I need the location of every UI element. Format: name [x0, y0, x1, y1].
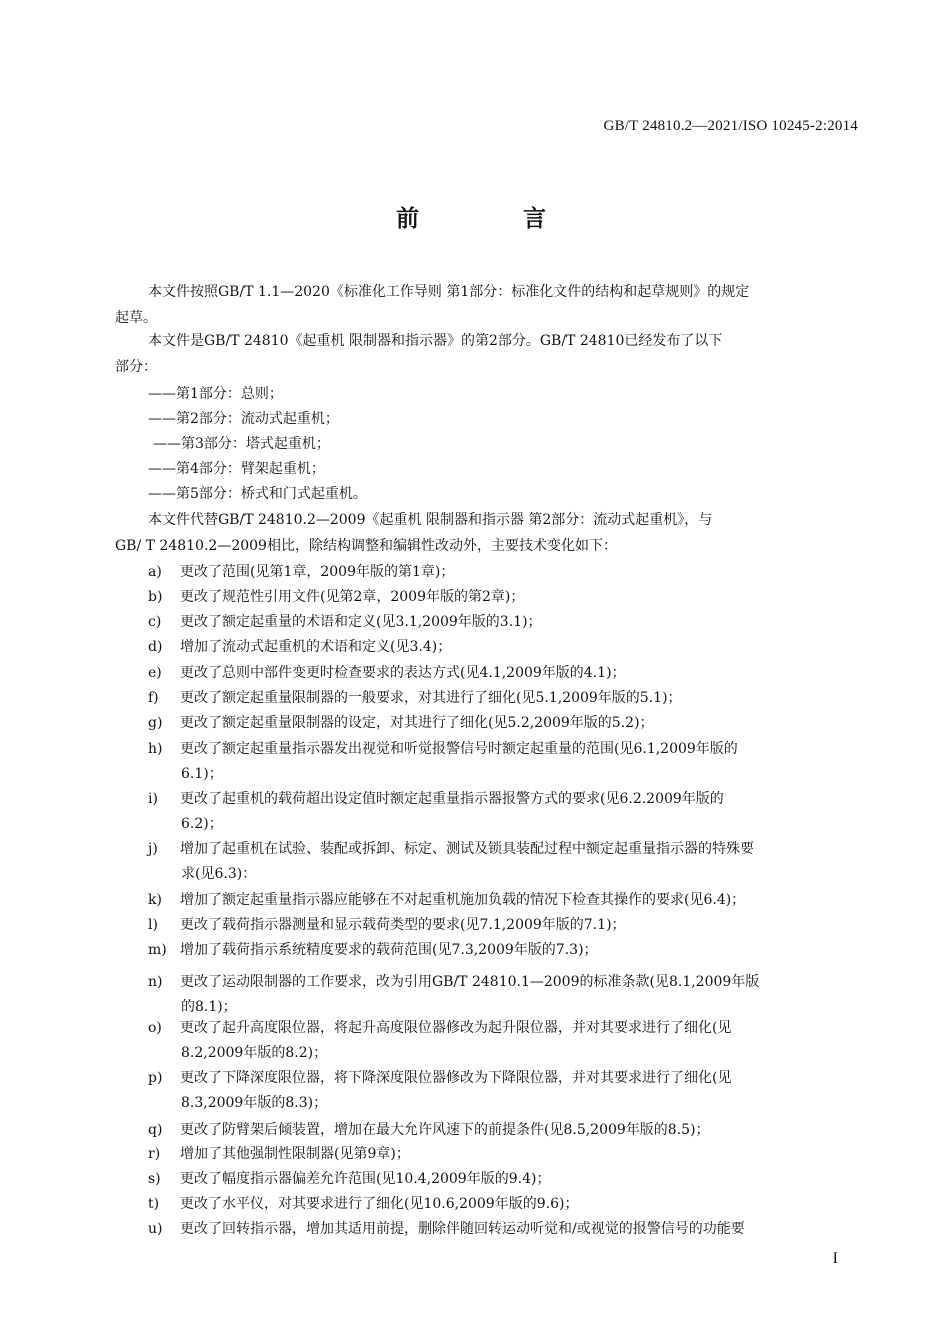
- change-item-text: 更改了规范性引用文件(见第2章，2009年版的第2章)；: [180, 589, 525, 605]
- change-item: [148, 915, 626, 935]
- change-item: [148, 1194, 578, 1214]
- change-item: [148, 713, 654, 733]
- list-item: ——第5部分：桥式和门式起重机。: [148, 486, 367, 502]
- change-item-label: h): [148, 741, 163, 757]
- change-item-continuation: 8.3,2009年版的8.3)；: [181, 1095, 328, 1111]
- change-item-continuation: 求(见6.3)：: [181, 866, 257, 882]
- change-item-text: 增加了流动式起重机的术语和定义(见3.4)；: [180, 639, 452, 655]
- change-item-label: n): [148, 974, 163, 990]
- paragraph-line: 本文件代替GB/T 24810.2—2009《起重机 限制器和指示器 第2部分：流动式起重机》，与: [148, 512, 713, 528]
- change-item: [148, 587, 524, 607]
- change-item: [148, 972, 759, 992]
- change-item-text: 更改了额定起重量限制器的设定，对其进行了细化(见5.2,2009年版的5.2)；: [180, 715, 654, 731]
- change-item: [148, 1068, 731, 1088]
- change-item-text: 更改了运动限制器的工作要求，改为引用GB/T 24810.1—2009的标准条款(见8.1,2009年版: [180, 974, 760, 990]
- change-item-continuation: 6.2)；: [181, 816, 223, 832]
- change-item: [148, 562, 454, 582]
- paragraph-line: 起草。: [115, 310, 157, 326]
- list-item: ——第3部分：塔式起重机；: [153, 436, 330, 452]
- change-item: [148, 940, 598, 960]
- list-item: ——第4部分：臂架起重机；: [148, 461, 325, 477]
- change-item-label: r): [148, 1146, 161, 1162]
- change-item-text: 更改了水平仪，对其要求进行了细化(见10.6,2009年版的9.6)；: [180, 1196, 579, 1212]
- change-item-text: 增加了其他强制性限制器(见第9章)；: [180, 1146, 410, 1162]
- page-title: 前 言: [395, 206, 594, 232]
- change-item-label: l): [148, 917, 158, 933]
- change-item-label: o): [148, 1020, 162, 1036]
- change-item-text: 更改了防臂架后倾装置，增加在最大允许风速下的前提条件(见8.5,2009年版的8.5)；: [180, 1122, 710, 1138]
- change-item-label: u): [148, 1221, 163, 1237]
- paragraph-line: 本文件按照GB/T 1.1—2020《标准化工作导则 第1部分：标准化文件的结构和起草规则》的规定: [148, 284, 750, 300]
- change-item: [148, 637, 451, 657]
- page-number: I: [832, 1250, 838, 1267]
- change-item-text: 更改了回转指示器，增加其适用前提，删除伴随回转运动听觉和/或视觉的报警信号的功能要: [180, 1221, 745, 1237]
- change-item-label: j): [148, 841, 158, 857]
- change-item: [148, 1169, 550, 1189]
- change-item-text: 更改了下降深度限位器，将下降深度限位器修改为下降限位器，并对其要求进行了细化(见: [180, 1070, 732, 1086]
- list-item: ——第2部分：流动式起重机；: [148, 411, 339, 427]
- change-item: [148, 1018, 731, 1038]
- change-item-label: a): [148, 564, 162, 580]
- change-item: [148, 1144, 410, 1164]
- change-item-continuation: 的8.1)；: [181, 999, 237, 1015]
- change-item-label: e): [148, 665, 162, 681]
- change-item-label: g): [148, 715, 163, 731]
- standard-code: GB/T 24810.2—2021/ISO 10245-2:2014: [603, 118, 858, 134]
- change-item-text: 更改了额定起重量的术语和定义(见3.1,2009年版的3.1)；: [180, 614, 542, 630]
- change-item-label: d): [148, 639, 163, 655]
- change-item-label: s): [148, 1171, 161, 1187]
- change-item-text: 更改了起重机的载荷超出设定值时额定起重量指示器报警方式的要求(见6.2.2009年版的: [180, 791, 724, 807]
- change-item: [148, 739, 738, 759]
- change-item-label: m): [148, 942, 167, 958]
- change-item-continuation: 8.2,2009年版的8.2)；: [181, 1045, 328, 1061]
- change-item-label: t): [148, 1196, 160, 1212]
- change-item: [148, 789, 724, 809]
- change-item-text: 增加了额定起重量指示器应能够在不对起重机施加负载的情况下检查其操作的要求(见6.4)；: [180, 892, 746, 908]
- change-item-text: 增加了起重机在试验、装配或拆卸、标定、测试及锁具装配过程中额定起重量指示器的特殊要: [180, 841, 754, 857]
- change-item: [148, 1219, 745, 1239]
- paragraph-line: 本文件是GB/T 24810《起重机 限制器和指示器》的第2部分。GB/T 24810已经发布了以下: [148, 333, 723, 349]
- change-item-text: 更改了额定起重量指示器发出视觉和听觉报警信号时额定起重量的范围(见6.1,2009年版的: [180, 741, 738, 757]
- change-item: [148, 1120, 710, 1140]
- change-item-label: p): [148, 1070, 163, 1086]
- change-item: [148, 688, 682, 708]
- change-item-label: i): [148, 791, 158, 807]
- change-item-label: k): [148, 892, 162, 908]
- change-item-label: c): [148, 614, 162, 630]
- change-item-text: 更改了额定起重量限制器的一般要求，对其进行了细化(见5.1,2009年版的5.1)；: [180, 690, 682, 706]
- change-item-text: 更改了幅度指示器偏差允许范围(见10.4,2009年版的9.4)；: [180, 1171, 551, 1187]
- change-item: [148, 890, 745, 910]
- change-item-text: 更改了总则中部件变更时检查要求的表达方式(见4.1,2009年版的4.1)；: [180, 665, 626, 681]
- change-item-text: 更改了起升高度限位器，将起升高度限位器修改为起升限位器，并对其要求进行了细化(见: [180, 1020, 732, 1036]
- change-item: [148, 612, 542, 632]
- change-item-continuation: 6.1)；: [181, 766, 223, 782]
- change-item-label: q): [148, 1122, 163, 1138]
- paragraph-line: 部分：: [115, 359, 157, 375]
- change-item-text: 更改了载荷指示器测量和显示载荷类型的要求(见7.1,2009年版的7.1)；: [180, 917, 626, 933]
- paragraph-line: GB/ T 24810.2—2009相比，除结构调整和编辑性改动外，主要技术变化如下：: [115, 538, 617, 554]
- change-item-label: b): [148, 589, 163, 605]
- change-item: [148, 663, 626, 683]
- change-item: [148, 839, 754, 859]
- change-item-text: 更改了范围(见第1章，2009年版的第1章)；: [180, 564, 455, 580]
- change-item-label: f): [148, 690, 159, 706]
- change-item-text: 增加了载荷指示系统精度要求的载荷范围(见7.3,2009年版的7.3)；: [180, 942, 598, 958]
- list-item: ——第1部分：总则；: [148, 386, 283, 402]
